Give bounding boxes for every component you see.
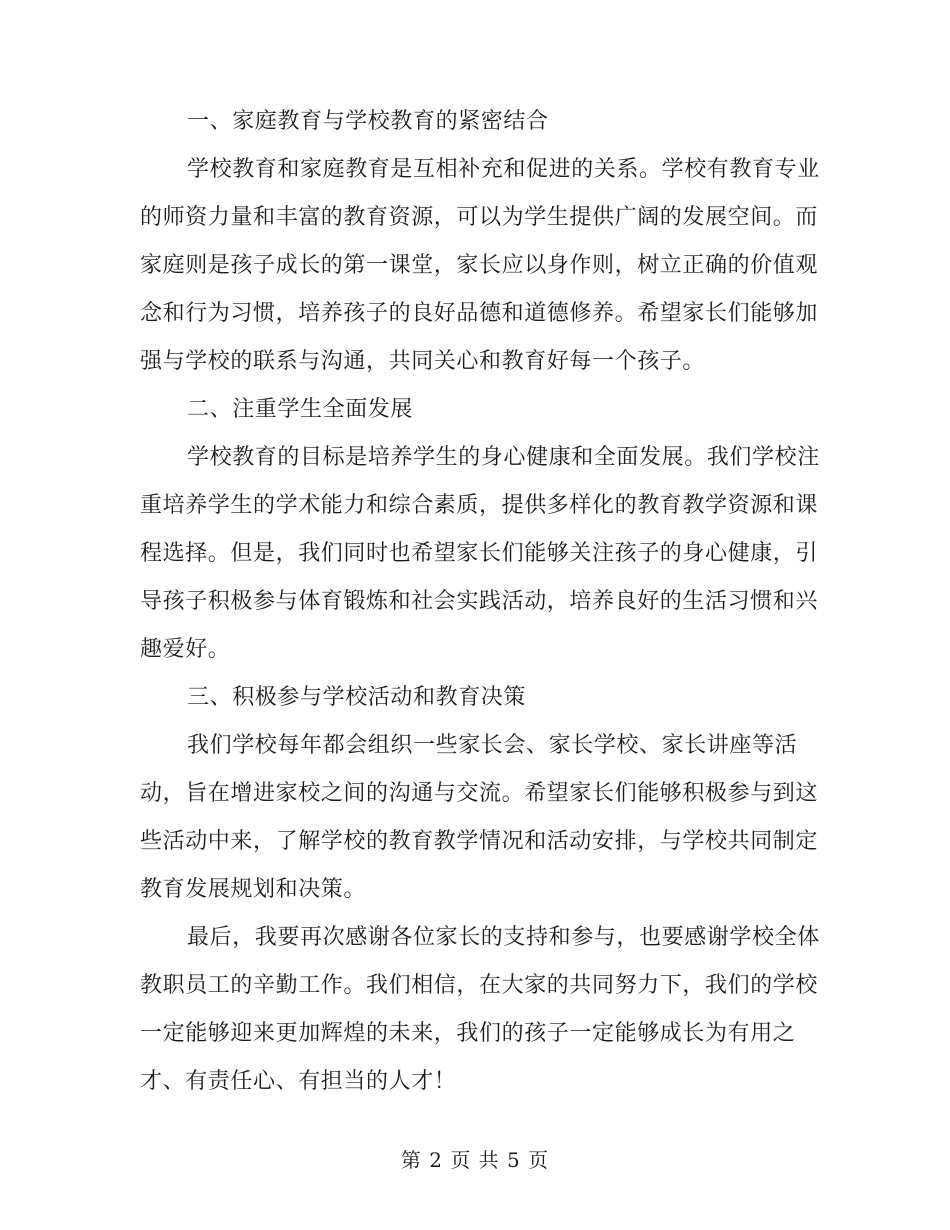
paragraph-line: 教职员工的辛勤工作。我们相信，在大家的共同努力下，我们的学校 (140, 973, 819, 998)
paragraph-line: 的师资力量和丰富的教育资源，可以为学生提供广阔的发展空间。而 (140, 205, 819, 230)
paragraph-line: 教育发展规划和决策。 (140, 877, 367, 902)
paragraph-line: 些活动中来，了解学校的教育教学情况和活动安排，与学校共同制定 (140, 829, 819, 854)
paragraph-line: 程选择。但是，我们同时也希望家长们能够关注孩子的身心健康，引 (140, 541, 819, 566)
page-number-footer: 第 2 页 共 5 页 (400, 1148, 550, 1172)
paragraph-line: 导孩子积极参与体育锻炼和社会实践活动，培养良好的生活习惯和兴 (140, 589, 819, 614)
paragraph-line: 趣爱好。 (140, 637, 231, 662)
document-body (140, 98, 820, 1106)
paragraph-line: 家庭则是孩子成长的第一课堂，家长应以身作则，树立正确的价值观 (140, 253, 819, 278)
paragraph-line: 最后，我要再次感谢各位家长的支持和参与，也要感谢学校全体 (187, 925, 820, 950)
paragraph-line: 一定能够迎来更加辉煌的未来，我们的孩子一定能够成长为有用之 (140, 1021, 796, 1046)
paragraph-line: 我们学校每年都会组织一些家长会、家长学校、家长讲座等活 (187, 733, 798, 758)
section-3 (140, 674, 819, 914)
paragraph-line: 念和行为习惯，培养孩子的良好品德和道德修养。希望家长们能够加 (140, 301, 819, 326)
paragraph-line: 强与学校的联系与沟通，共同关心和教育好每一个孩子。 (140, 349, 706, 374)
section-2 (140, 386, 820, 674)
paragraph-line: 学校教育和家庭教育是互相补充和促进的关系。学校有教育专业 (187, 157, 820, 182)
section-heading: 三、积极参与学校活动和教育决策 (187, 685, 527, 710)
paragraph-line: 重培养学生的学术能力和综合素质，提供多样化的教育教学资源和课 (140, 493, 819, 518)
paragraph-line: 才、有责任心、有担当的人才！ (140, 1069, 457, 1094)
closing-paragraph (140, 914, 820, 1106)
paragraph-line: 动，旨在增进家校之间的沟通与交流。希望家长们能够积极参与到这 (140, 781, 819, 806)
paragraph-line: 学校教育的目标是培养学生的身心健康和全面发展。我们学校注 (187, 445, 820, 470)
section-heading: 二、注重学生全面发展 (187, 397, 414, 422)
section-1 (140, 98, 820, 386)
section-heading: 一、家庭教育与学校教育的紧密结合 (187, 109, 549, 134)
